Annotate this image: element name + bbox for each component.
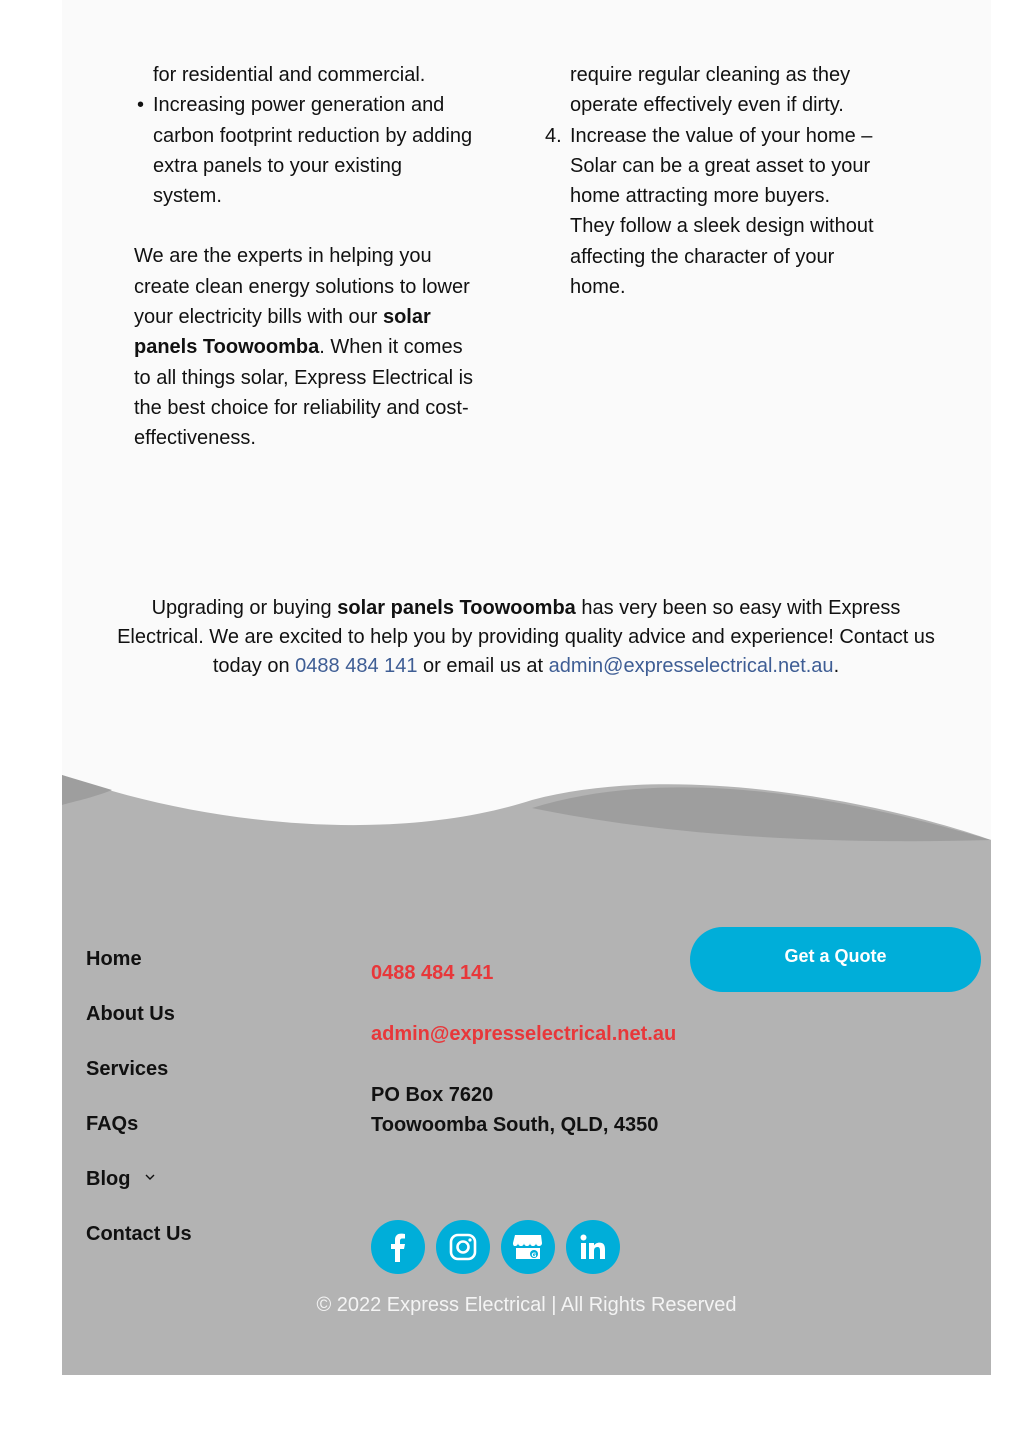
svg-text:G: G xyxy=(531,1252,537,1259)
address-line: Toowoomba South, QLD, 4350 xyxy=(371,1114,659,1136)
cta-paragraph xyxy=(110,594,942,681)
nav-item-label: Blog xyxy=(86,1168,131,1190)
list-item xyxy=(545,121,875,303)
list-text: Increase the value of your home – Solar can be a great asset to your home attracting more buyers. They follow a sleek design without affecting the character of your home. xyxy=(570,124,874,299)
bold-text: solar panels Toowoomba xyxy=(337,597,576,619)
text: . When it comes to all things solar, Express Electrical is the best choice for reliability and cost-effectiveness. xyxy=(134,336,474,450)
copyright-text: © 2022 Express Electrical | All Rights Reserved xyxy=(316,1294,737,1316)
left-column xyxy=(134,60,474,454)
get-a-quote-button[interactable]: Get a Quote xyxy=(690,927,981,992)
text: We are the experts in helping you create clean energy solutions to lower your electricity bills with our xyxy=(134,245,470,329)
experts-paragraph xyxy=(134,241,474,453)
footer-email-link[interactable]: admin@expresselectrical.net.au xyxy=(371,1023,677,1045)
list-item: for residential and commercial. xyxy=(153,64,426,86)
text: Upgrading or buying xyxy=(151,597,338,619)
benefits-list xyxy=(134,60,474,211)
text: . xyxy=(833,655,840,677)
social-links xyxy=(371,1220,620,1274)
nav-item-blog[interactable] xyxy=(86,1168,192,1223)
right-column xyxy=(545,60,875,302)
footer-address xyxy=(371,1080,681,1140)
email-link[interactable]: admin@expresselectrical.net.au xyxy=(548,655,834,677)
list-item: • Increasing power generation and carbon footprint reduction by adding extra panels to your existing system. xyxy=(153,90,474,211)
linkedin-icon[interactable] xyxy=(566,1220,620,1274)
footer-phone-link[interactable]: 0488 484 141 xyxy=(371,962,494,984)
footer-contact xyxy=(371,958,681,1140)
phone-link[interactable]: 0488 484 141 xyxy=(295,655,418,677)
facebook-icon[interactable] xyxy=(371,1220,425,1274)
instagram-icon[interactable] xyxy=(436,1220,490,1274)
nav-item-faqs[interactable]: FAQs xyxy=(86,1113,139,1135)
bold-text: solar panels Toowoomba xyxy=(134,306,431,359)
google-business-icon[interactable] xyxy=(501,1220,555,1274)
nav-item-about[interactable]: About Us xyxy=(86,1003,175,1025)
nav-item-services[interactable]: Services xyxy=(86,1058,169,1080)
list-number: 4. xyxy=(545,124,562,147)
text: has very been so easy with Express Electrical. We are excited to help you by providing quality advice and experience! Contact us today on xyxy=(117,597,935,677)
address-line: PO Box 7620 xyxy=(371,1084,494,1106)
nav-item-contact[interactable]: Contact Us xyxy=(86,1223,192,1245)
text: or email us at xyxy=(417,655,549,677)
list-item: require regular cleaning as they operate effectively even if dirty. xyxy=(570,64,851,117)
footer-nav xyxy=(86,948,192,1278)
chevron-down-icon xyxy=(144,1171,156,1183)
nav-item-home[interactable]: Home xyxy=(86,948,142,970)
